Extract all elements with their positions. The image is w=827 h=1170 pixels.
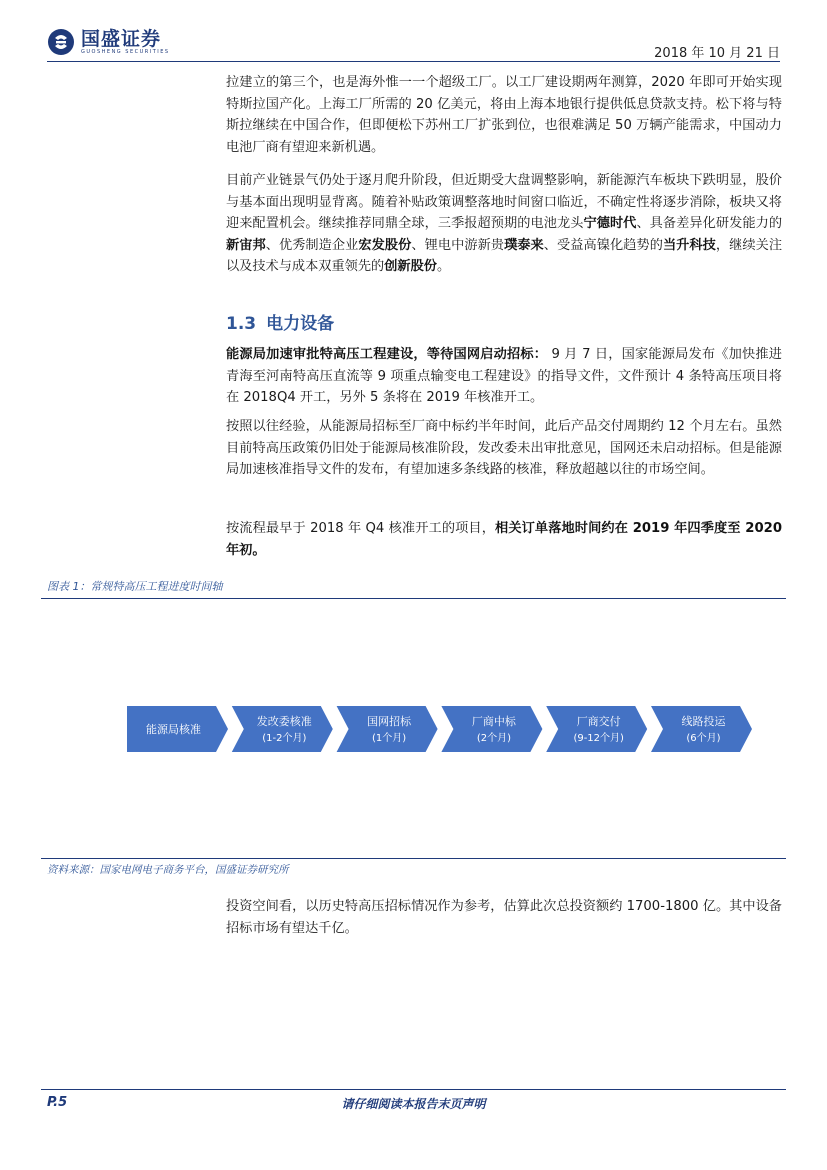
paragraph-tesla [226,72,782,158]
timeline-chevron [337,706,438,752]
timeline-step-label: 厂商交付 [576,715,621,728]
figure-source: 资料来源：国家电网电子商务平台，国盛证券研究所 [47,864,289,876]
stock-name: 新宙邦 [226,237,266,253]
header-divider [47,61,780,62]
timeline-chevron [232,706,333,752]
report-date: 2018 年 10 月 21 日 [654,46,780,61]
paragraph-text: 投资空间看，以历史特高压招标情况作为参考，估算此次总投资额约 1700-1800 亿。其中设备招标市场有望达千亿。 [226,899,782,936]
paragraph-uhv-approval [226,344,782,409]
page-number: P.5 [47,1095,68,1110]
timeline-step-duration: (1个月) [372,733,407,744]
timeline-step-label: 发改委核准 [256,715,312,728]
stock-name: 璞泰来 [504,237,544,253]
timeline-step [651,706,752,752]
footer-disclaimer: 请仔细阅读本报告末页声明 [341,1097,486,1111]
paragraph-investment [226,896,782,939]
paragraph-text: 拉建立的第三个，也是海外惟一一个超级工厂。以工厂建设期两年测算，2020 年即可开始实现特斯拉国产化。上海工厂所需的 20 亿美元，将由上海本地银行提供低息贷款支持。松下将与特斯拉继续在中国合作，但即便松下苏州工厂扩张到位，也很难满足 50 万辆产能需求，中国动力电池厂商有望迎来新机遇。 [226,75,782,155]
paragraph-lead: 能源局加速审批特高压工程建设，等待国网启动招标： [226,347,548,362]
figure-top-rule [41,598,786,599]
page-header [0,0,827,68]
section-number: 1.3 [226,314,257,334]
logo-en-text: GUOSHENG SECURITIES [81,48,170,55]
timeline-step-duration: (2个月) [476,733,511,744]
section-title: 电力设备 [266,314,335,334]
timeline-step-duration: (9-12个月) [573,733,624,744]
timeline-step-label: 能源局核准 [146,723,201,736]
stock-name: 创新股份 [384,259,437,274]
timeline-step [127,706,228,752]
paragraph-timeline [226,518,782,561]
timeline-step [337,706,438,752]
paragraph-text: 按照以往经验，从能源局招标至厂商中标约半年时间，此后产品交付周期约 12 个月左右。虽然目前特高压政策仍旧处于能源局核准阶段，发改委未出审批意见，国网还未启动招标。但是能源局加速核准指导文件的发布，有望加速多条线路的核准，释放超越以往的市场空间。 [226,419,782,477]
paragraph-text: 目前产业链景气仍处于逐月爬升阶段，但近期受大盘调整影响，新能源汽车板块下跌明显，股价与基本面出现明显背离。随着补贴政策调整落地时间窗口临近，不确定性将逐步消除，板块又将迎来配置机会。继续推荐同鼎全球，三季报超预期的电池龙头宁德时代、具备差异化研发能力的新宙邦、优秀制造企业宏发股份、锂电中游新贵璞泰来、受益高镍化趋势的当升科技，继续关注以及技术与成本双重领先的创新股份。 [226,173,783,274]
stock-name: 宏发股份 [358,237,412,253]
logo-cn-text: 国盛证券 [81,27,162,50]
paragraph-emphasis: 相关订单落地时间约在 2019 年四季度至 2020 年初。 [226,521,782,558]
figure-bottom-rule [41,858,786,859]
paragraph-text: 按流程最早于 2018 年 Q4 核准开工的项目，相关订单落地时间约在 2019 年四季度至 2020 年初。 [226,521,782,558]
stock-name: 宁德时代 [583,216,637,231]
paragraph-ev-industry [226,170,782,278]
timeline-step-label: 厂商中标 [471,715,516,728]
timeline-diagram [127,706,726,752]
timeline-step-label: 国网招标 [367,715,412,728]
timeline-step [441,706,542,752]
footer-divider [41,1089,786,1090]
paragraph-experience [226,416,782,481]
company-logo [47,28,170,56]
section-heading [226,309,344,334]
stock-name: 当升科技 [662,237,716,253]
timeline-step-duration: (6个月) [686,733,721,744]
timeline-step-duration: (1-2个月) [262,733,307,744]
timeline-chevron [651,706,752,752]
timeline-step-label: 线路投运 [681,715,726,728]
timeline-chevron [546,706,647,752]
figure-caption: 图表 1：常规特高压工程进度时间轴 [47,580,223,593]
timeline-step [546,706,647,752]
logo-icon [47,28,75,56]
timeline-step [232,706,333,752]
timeline-chevron [441,706,542,752]
paragraph-text: 能源局加速审批特高压工程建设，等待国网启动招标： 9 月 7 日，国家能源局发布《加快推进青海至河南特高压直流等 9 项重点输变电工程建设》的指导文件，文件预计 4 条特高压项目将在 2018Q4 开工，另外 5 条将在 2019 年核准开工。 [226,347,782,405]
